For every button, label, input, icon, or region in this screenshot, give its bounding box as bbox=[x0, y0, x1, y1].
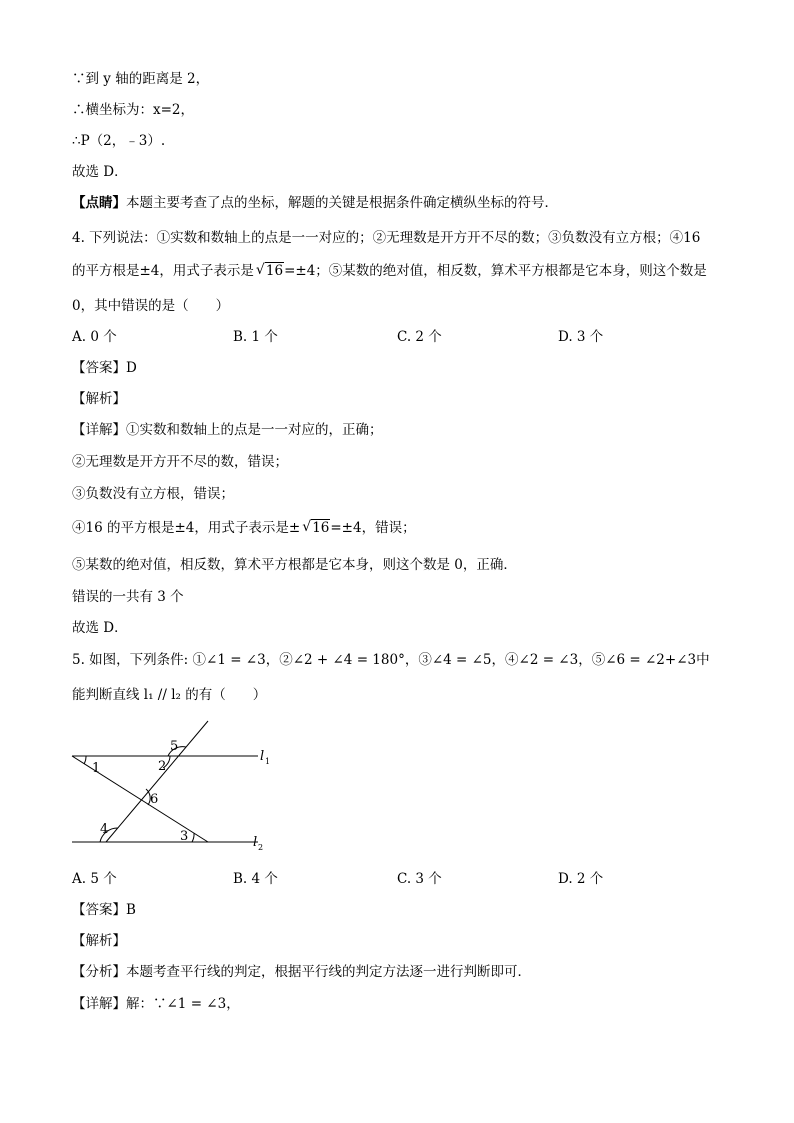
q5-stem-line2: 能判断直线 l₁ // l₂ 的有（ ） bbox=[72, 687, 267, 703]
q5-option-a: A. 5 个 bbox=[72, 871, 117, 887]
q5-option-d: D. 2 个 bbox=[558, 871, 604, 887]
q4-stem-line1: 4. 下列说法：①实数和数轴上的点是一一对应的；②无理数是开方开不尽的数；③负数没有立方根；④16 bbox=[72, 230, 701, 246]
angle-label-5: 5 bbox=[170, 739, 179, 754]
q4-option-d: D. 3 个 bbox=[558, 329, 604, 345]
tip-line bbox=[72, 194, 558, 212]
tip-text: 本题主要考查了点的坐标，解题的关键是根据条件确定横纵坐标的符号． bbox=[126, 195, 558, 211]
tip-tag: 【点睛】 bbox=[72, 195, 126, 211]
q5-analysis: 【解析】 bbox=[72, 933, 126, 949]
angle-label-3: 3 bbox=[180, 829, 189, 844]
angle-arc-1 bbox=[84, 756, 86, 764]
radicand: 16 bbox=[312, 520, 330, 536]
q4-detail-line bbox=[72, 421, 383, 439]
line-label-l1-sub: 1 bbox=[265, 757, 271, 766]
q5-option-b: B. 4 个 bbox=[233, 871, 278, 887]
angle-label-6: 6 bbox=[150, 792, 159, 807]
q4-option-b: B. 1 个 bbox=[233, 329, 278, 345]
q4-detail-line: ⑤某数的绝对值，相反数，算术平方根都是它本身，则这个数是 0，正确． bbox=[72, 557, 517, 573]
text-line: ∴P（2，﹣3）. bbox=[72, 133, 166, 149]
text-line: ∵到 y 轴的距离是 2， bbox=[72, 71, 210, 87]
sqrt-symbol: √ 16 bbox=[302, 519, 330, 536]
text-line: 故选 D． bbox=[72, 164, 128, 180]
angle-label-4: 4 bbox=[100, 822, 109, 837]
q4-detail-line: 错误的一共有 3 个 bbox=[72, 589, 184, 605]
angle-label-2: 2 bbox=[158, 759, 167, 774]
q4-option-a: A. 0 个 bbox=[72, 329, 117, 345]
q5-detail-line bbox=[72, 995, 240, 1013]
analysis-tag: 【分析】 bbox=[72, 964, 126, 980]
q4-option-c: C. 2 个 bbox=[397, 329, 442, 345]
radicand: 16 bbox=[265, 263, 284, 279]
q5-analysis-line bbox=[72, 963, 531, 981]
text-line: ∴横坐标为：x=2， bbox=[72, 102, 195, 118]
detail-text: ①实数和数轴上的点是一一对应的，正确； bbox=[126, 422, 383, 438]
parallel-lines-figure bbox=[60, 715, 280, 860]
q5-option-c: C. 3 个 bbox=[397, 871, 442, 887]
angle-arc-3 bbox=[192, 833, 194, 842]
q4-stem-text: =±4；⑤某数的绝对值，相反数，算术平方根都是它本身，则这个数是 bbox=[284, 263, 707, 279]
transversal-line bbox=[106, 721, 208, 842]
q5-answer: 【答案】B bbox=[72, 902, 136, 918]
line-label-l2: l bbox=[253, 835, 258, 850]
detail-text: =±4，错误； bbox=[330, 520, 416, 536]
line-label-l2-sub: 2 bbox=[258, 843, 264, 852]
q4-answer: 【答案】D bbox=[72, 360, 137, 376]
detail-text: ④16 的平方根是±4，用式子表示是± bbox=[72, 520, 301, 536]
detail-tag: 【详解】 bbox=[72, 996, 126, 1012]
q4-detail-line: ②无理数是开方开不尽的数，错误； bbox=[72, 454, 288, 470]
sqrt-symbol: √ 16 bbox=[255, 262, 284, 279]
q4-stem-line2 bbox=[72, 262, 707, 280]
analysis-text: 本题考查平行线的判定，根据平行线的判定方法逐一进行判断即可． bbox=[126, 964, 531, 980]
q4-stem-line3: 0，其中错误的是（ ） bbox=[72, 298, 230, 314]
q4-detail-line: ③负数没有立方根，错误； bbox=[72, 486, 234, 502]
q4-detail-line: 故选 D． bbox=[72, 620, 128, 636]
detail-tag: 【详解】 bbox=[72, 422, 126, 438]
line-label-l1: l bbox=[260, 749, 265, 764]
q4-stem-text: 的平方根是±4，用式子表示是 bbox=[72, 263, 254, 279]
q4-analysis: 【解析】 bbox=[72, 391, 126, 407]
q5-stem-line1: 5. 如图，下列条件: ①∠1 = ∠3，②∠2 + ∠4 = 180°，③∠4 = ∠5，④∠2 = ∠3，⑤∠6 = ∠2+∠3中 bbox=[72, 652, 710, 668]
q4-detail-line bbox=[72, 519, 416, 537]
angle-label-1: 1 bbox=[92, 761, 101, 776]
detail-text: 解：∵∠1 = ∠3， bbox=[126, 996, 240, 1012]
